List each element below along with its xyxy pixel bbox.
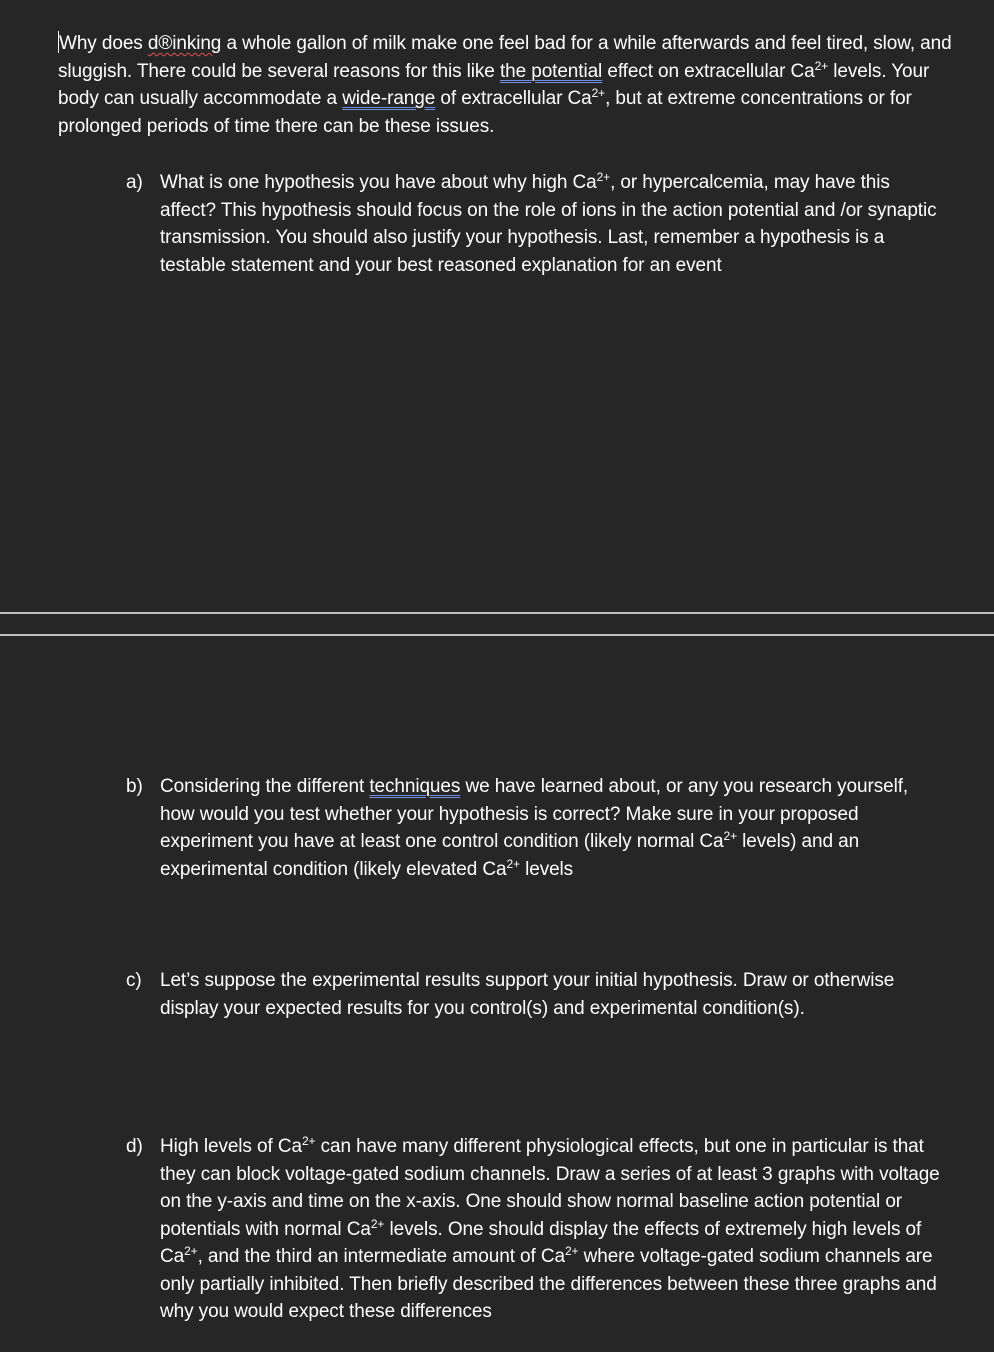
question-b [126,773,946,883]
question-letter: c) [126,970,142,991]
superscript: 2+ [506,856,520,871]
question-letter: d) [126,1136,143,1157]
page-divider-top [0,612,994,614]
question-text: What is one hypothesis you have about why high $Ca^{2+}$, or hypercalcemia, may have this affect? This hypothesis should focus on the role of ions in the action potential and /or synaptic transmission. You should also justify your hypothesis. Last, remember a hypothesis is a testable statement and your best reasoned explanation for an event [160,170,937,276]
intro-text: , but at extreme concentrations or for prolonged periods of time there can be these issues. [58,88,912,137]
superscript: 2+ [370,1216,385,1231]
page-divider-bottom [0,634,994,636]
intro-text: of extracellular Ca [435,88,592,109]
question-text: Let’s suppose the experimental results support your initial hypothesis. Draw or otherwise display your expected results for you control(s) and experimental condition(s). [160,970,895,1019]
question-text: Considering the different techniques we have learned about, or any you research yourself, how would you test whether your hypothesis is correct? Make sure in your proposed experiment you have at least one control condition (likely normal $Ca^{2+}$ levels) and an experimental condition (likely elevated $Ca^{2+}$ levels [160,776,909,880]
superscript: 2+ [301,1134,316,1148]
question-letter: a) [126,172,143,193]
spelling-error-word[interactable]: d®inking [147,33,222,54]
grammar-suggestion-phrase[interactable]: wide-range [342,88,436,109]
intro-text: effect on extracellular Ca [602,60,815,82]
intro-paragraph [58,30,968,140]
superscript: 2+ [596,170,611,184]
question-text: High levels of $Ca^{2+}$ can have many different physiological effects, but one in particular is that they can block voltage-gated sodium channels. Draw a series of at least 3 graphs with voltage on the y-axis and time on the x-axis. One should show normal baseline action potential or potentials with normal $Ca^{2+}$ levels. One should display the effects of extremely high levels of $Ca^{2+}$, and the third an intermediate amount of $Ca^{2+}$ where voltage-gated sodium channels are only partially inhibited. Then briefly described the differences between these three graphs and why you would expect these differences [160,1134,940,1322]
intro-text: levels. Your body can usually accommodate a [58,60,930,109]
question-d [126,1133,946,1326]
grammar-suggestion-word[interactable]: techniques [369,776,461,797]
grammar-suggestion-phrase[interactable]: the potential [499,60,603,82]
superscript: 2+ [564,1244,579,1258]
intro-text: Why does [59,33,148,54]
superscript: 2+ [591,86,606,100]
superscript: 2+ [814,58,829,73]
intro-text: a whole gallon of milk make one feel bad for a while afterwards and feel tired, slow, and sluggish. There could be several reasons for this like [58,33,952,82]
superscript: 2+ [723,829,737,843]
question-letter: b) [126,776,143,797]
question-a [126,169,946,279]
superscript: 2+ [184,1244,198,1258]
question-c [126,967,946,1022]
